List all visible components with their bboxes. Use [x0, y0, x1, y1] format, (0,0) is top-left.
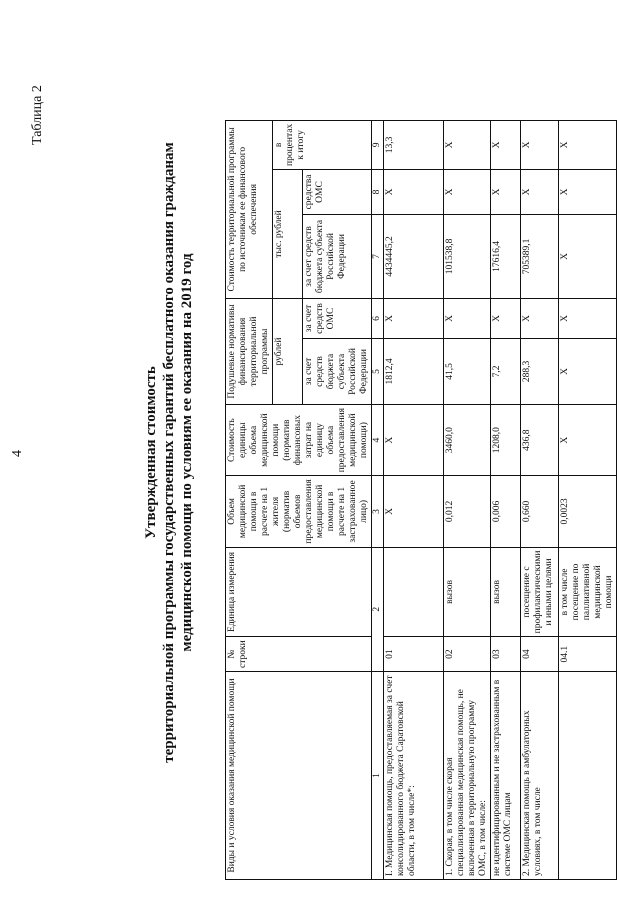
column-number: 6	[372, 298, 384, 338]
row-norm-oms: Х	[384, 298, 444, 338]
header-volume: Объем медицинской помощи в расчете на 1 жителя (норматив объемов предоставления медицинской помощи в расчете на 1 застрахованное лицо)	[226, 476, 372, 547]
header-row-number: № строки	[226, 637, 372, 672]
row-norm-oms: Х	[521, 298, 559, 338]
column-number: 8	[372, 169, 384, 214]
row-volume: 0,0023	[559, 476, 617, 547]
row-unit: в том числе посещение по паллиативной медицинской помощи	[559, 547, 617, 637]
cost-table	[225, 120, 617, 880]
header-norms-unit: рублей	[273, 298, 303, 404]
row-cost-oms: Х	[384, 169, 444, 214]
row-norm-oms: Х	[444, 298, 491, 338]
table-row	[384, 120, 444, 879]
document-title-line-3: медицинской помощи по условиям ее оказания на 2019 год	[179, 253, 195, 652]
row-unit-cost: Х	[559, 404, 617, 475]
row-volume: 0,660	[521, 476, 559, 547]
row-cost-oms: Х	[559, 169, 617, 214]
row-volume: Х	[384, 476, 444, 547]
row-name: 1. Скорая, в том числе скорая специализированная медицинская помощь, не включенная в территориальную программу ОМС, в том числе:	[444, 672, 491, 880]
row-number: 02	[444, 637, 491, 672]
header-cost-unit: тыс. рублей	[273, 169, 303, 298]
document-title-line-2: территориальной программы государственных гарантий бесплатного оказания гражданам	[161, 142, 177, 763]
row-cost-budget: 17616,4	[491, 214, 521, 298]
table-label: Таблица 2	[30, 85, 45, 145]
header-norm-budget: за счет средств бюджета субъекта Российской Федерации	[303, 338, 372, 404]
row-name: 2. Медицинская помощь в амбулаторных условиях, в том числе	[521, 672, 559, 880]
header-row-1	[226, 120, 273, 879]
row-name: не идентифицированным и не застрахованным в системе ОМС лицам	[491, 672, 521, 880]
row-cost-budget: Х	[559, 214, 617, 298]
table-row	[491, 120, 521, 879]
column-number: 7	[372, 214, 384, 298]
table-row	[521, 120, 559, 879]
row-name: I. Медицинская помощь, предоставляемая за счет консолидированного бюджета Саратовской области, в том числе*:	[384, 672, 444, 880]
column-number: 9	[372, 120, 384, 169]
column-number-row	[372, 120, 384, 879]
header-percent: в процентах к итогу	[273, 120, 372, 169]
row-number: 04	[521, 637, 559, 672]
column-number: 3	[372, 476, 384, 547]
row-unit-cost: 1208,0	[491, 404, 521, 475]
row-volume: 0,006	[491, 476, 521, 547]
row-cost-budget: 705389,1	[521, 214, 559, 298]
row-norm-oms: Х	[559, 298, 617, 338]
row-cost-oms: Х	[521, 169, 559, 214]
row-unit-cost: 3460,0	[444, 404, 491, 475]
row-norm-budget: 41,5	[444, 338, 491, 404]
row-volume: 0,012	[444, 476, 491, 547]
document-title-line-1: Утвержденная стоимость	[143, 366, 159, 539]
header-group-norms: Подушевые нормативы финансирования территориальной программы	[226, 298, 273, 404]
row-unit: посещение с профилактическими и иными целями	[521, 547, 559, 637]
row-percent: 13,3	[384, 120, 444, 169]
row-percent: Х	[559, 120, 617, 169]
row-cost-oms: Х	[444, 169, 491, 214]
column-number: 1	[372, 672, 384, 880]
column-number: 5	[372, 338, 384, 404]
row-unit: вызов	[444, 547, 491, 637]
row-unit-cost: Х	[384, 404, 444, 475]
row-norm-budget: 1812,4	[384, 338, 444, 404]
header-norm-oms: за счет средств ОМС	[303, 298, 372, 338]
row-norm-budget: Х	[559, 338, 617, 404]
row-number: 04.1	[559, 637, 617, 672]
row-number: 01	[384, 637, 444, 672]
row-norm-budget: 7,2	[491, 338, 521, 404]
row-norm-budget: 288,3	[521, 338, 559, 404]
column-number: 4	[372, 404, 384, 475]
row-unit	[384, 547, 444, 637]
row-number: 03	[491, 637, 521, 672]
header-kinds: Виды и условия оказания медицинской помощи	[226, 672, 372, 880]
header-unit: Единица измерения	[226, 547, 372, 637]
table-row	[444, 120, 491, 879]
row-unit-cost: 436,8	[521, 404, 559, 475]
row-unit: вызов	[491, 547, 521, 637]
column-number: 2	[372, 547, 384, 671]
row-percent: Х	[521, 120, 559, 169]
row-norm-oms: Х	[491, 298, 521, 338]
row-name	[559, 672, 617, 880]
page-number: 4	[10, 450, 25, 457]
header-cost-budget: за счет средств бюджета субъекта Российской Федерации	[303, 214, 372, 298]
row-percent: Х	[444, 120, 491, 169]
header-cost-oms: средства ОМС	[303, 169, 372, 214]
header-unit-cost: Стоимость единицы объема медицинской помощи (норматив финансовых затрат на единицу объема предоставления медицинской помощи)	[226, 404, 372, 475]
header-group-cost: Стоимость территориальной программы по источникам ее финансового обеспечения	[226, 120, 273, 298]
row-cost-oms: Х	[491, 169, 521, 214]
row-percent: Х	[491, 120, 521, 169]
row-cost-budget: 101538,8	[444, 214, 491, 298]
row-cost-budget: 4434445,2	[384, 214, 444, 298]
table-row	[559, 120, 617, 879]
